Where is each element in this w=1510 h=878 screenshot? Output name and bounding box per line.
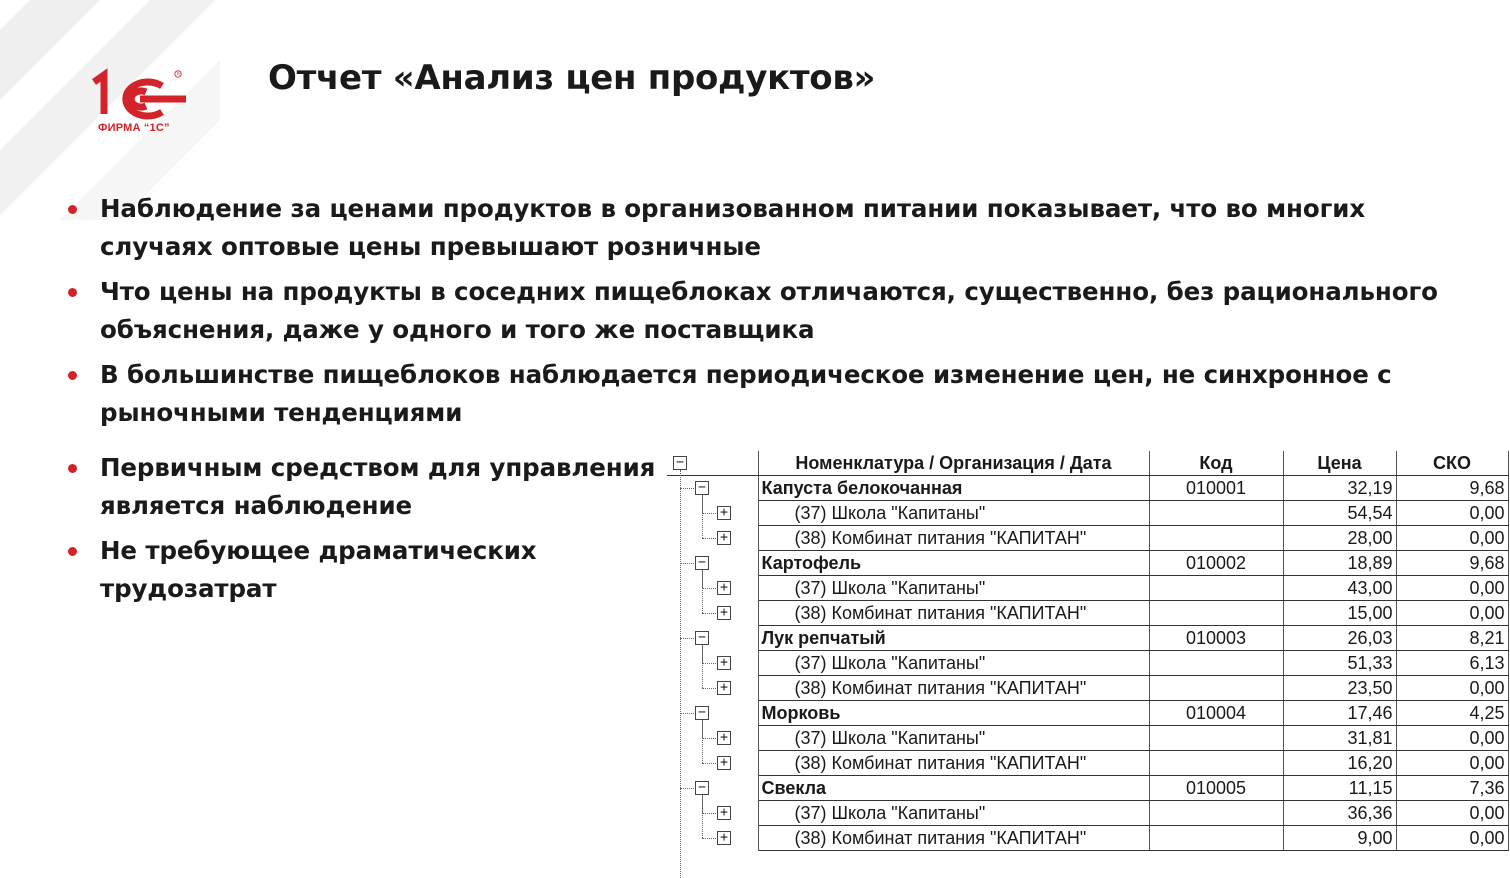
- organization-name: (37) Школа "Капитаны": [758, 501, 1149, 526]
- table-row[interactable]: [667, 676, 1508, 701]
- expand-icon[interactable]: +: [717, 531, 731, 545]
- list-item: Что цены на продукты в соседних пищеблоках отличаются, существенно, без рационального объяснения, даже у одного и того же поставщика: [68, 273, 1468, 349]
- report-table: [667, 451, 1509, 851]
- item-name: Картофель: [758, 551, 1149, 576]
- item-price: 26,03: [1283, 626, 1396, 651]
- bullet-icon: [68, 547, 77, 556]
- item-code: [1149, 601, 1283, 626]
- item-code: [1149, 676, 1283, 701]
- organization-name: (38) Комбинат питания "КАПИТАН": [758, 526, 1149, 551]
- expand-icon[interactable]: +: [717, 681, 731, 695]
- item-code: [1149, 651, 1283, 676]
- expand-icon[interactable]: +: [717, 581, 731, 595]
- table-row[interactable]: [667, 726, 1508, 751]
- price-analysis-report: [667, 451, 1510, 871]
- item-price: 36,36: [1283, 801, 1396, 826]
- table-row[interactable]: [667, 651, 1508, 676]
- item-price: 9,00: [1283, 826, 1396, 851]
- column-header-sko[interactable]: СКО: [1396, 451, 1508, 476]
- bullet-list-left: [68, 449, 658, 615]
- item-price: 31,81: [1283, 726, 1396, 751]
- collapse-icon[interactable]: −: [695, 631, 709, 645]
- expand-icon[interactable]: +: [717, 656, 731, 670]
- item-sko: 7,36: [1396, 776, 1508, 801]
- list-item: Первичным средством для управления является наблюдение: [68, 449, 658, 525]
- item-price: 16,20: [1283, 751, 1396, 776]
- list-item: Наблюдение за ценами продуктов в организованном питании показывает, что во многих случаях оптовые цены превышают розничные: [68, 190, 1468, 266]
- table-row[interactable]: [667, 801, 1508, 826]
- expand-icon[interactable]: +: [717, 806, 731, 820]
- page-title: Отчет «Анализ цен продуктов»: [268, 58, 876, 98]
- logo-caption: ФИРМА “1С”: [98, 122, 170, 134]
- collapse-icon[interactable]: −: [695, 781, 709, 795]
- item-code: 010001: [1149, 476, 1283, 501]
- item-code: 010002: [1149, 551, 1283, 576]
- table-row-group[interactable]: [667, 551, 1508, 576]
- item-code: 010005: [1149, 776, 1283, 801]
- item-sko: 0,00: [1396, 726, 1508, 751]
- column-header-name[interactable]: Номенклатура / Организация / Дата: [758, 451, 1149, 476]
- item-price: 18,89: [1283, 551, 1396, 576]
- collapse-all-icon[interactable]: −: [673, 456, 687, 470]
- item-code: 010004: [1149, 701, 1283, 726]
- item-code: [1149, 501, 1283, 526]
- organization-name: (37) Школа "Капитаны": [758, 651, 1149, 676]
- expand-icon[interactable]: +: [717, 756, 731, 770]
- table-row[interactable]: [667, 601, 1508, 626]
- item-price: 32,19: [1283, 476, 1396, 501]
- item-sko: 0,00: [1396, 526, 1508, 551]
- item-price: 28,00: [1283, 526, 1396, 551]
- item-code: [1149, 576, 1283, 601]
- item-price: 15,00: [1283, 601, 1396, 626]
- item-code: [1149, 526, 1283, 551]
- item-sko: 0,00: [1396, 826, 1508, 851]
- item-sko: 0,00: [1396, 601, 1508, 626]
- item-name: Морковь: [758, 701, 1149, 726]
- expand-icon[interactable]: +: [717, 831, 731, 845]
- table-row[interactable]: [667, 501, 1508, 526]
- expand-icon[interactable]: +: [717, 606, 731, 620]
- organization-name: (38) Комбинат питания "КАПИТАН": [758, 751, 1149, 776]
- item-sko: 9,68: [1396, 476, 1508, 501]
- collapse-icon[interactable]: −: [695, 556, 709, 570]
- organization-name: (37) Школа "Капитаны": [758, 801, 1149, 826]
- item-sko: 4,25: [1396, 701, 1508, 726]
- item-sko: 6,13: [1396, 651, 1508, 676]
- item-code: [1149, 801, 1283, 826]
- item-sko: 8,21: [1396, 626, 1508, 651]
- table-row[interactable]: [667, 826, 1508, 851]
- organization-name: (38) Комбинат питания "КАПИТАН": [758, 826, 1149, 851]
- bullet-icon: [68, 205, 77, 214]
- item-sko: 9,68: [1396, 551, 1508, 576]
- bullet-icon: [68, 464, 77, 473]
- table-header-row: [667, 451, 1508, 476]
- item-price: 43,00: [1283, 576, 1396, 601]
- list-item: Не требующее драматических трудозатрат: [68, 532, 658, 608]
- table-row-group[interactable]: [667, 476, 1508, 501]
- item-name: Капуста белокочанная: [758, 476, 1149, 501]
- table-row-group[interactable]: [667, 776, 1508, 801]
- table-row-group[interactable]: [667, 701, 1508, 726]
- item-price: 54,54: [1283, 501, 1396, 526]
- organization-name: (37) Школа "Капитаны": [758, 576, 1149, 601]
- column-header-code[interactable]: Код: [1149, 451, 1283, 476]
- item-price: 17,46: [1283, 701, 1396, 726]
- table-row[interactable]: [667, 576, 1508, 601]
- item-price: 11,15: [1283, 776, 1396, 801]
- table-row-group[interactable]: [667, 626, 1508, 651]
- list-item: В большинстве пищеблоков наблюдается периодическое изменение цен, не синхронное с рыночными тенденциями: [68, 356, 1468, 432]
- bullet-icon: [68, 371, 77, 380]
- item-sko: 0,00: [1396, 576, 1508, 601]
- item-price: 51,33: [1283, 651, 1396, 676]
- collapse-icon[interactable]: −: [695, 481, 709, 495]
- organization-name: (37) Школа "Капитаны": [758, 726, 1149, 751]
- item-name: Свекла: [758, 776, 1149, 801]
- item-code: [1149, 826, 1283, 851]
- item-code: 010003: [1149, 626, 1283, 651]
- organization-name: (38) Комбинат питания "КАПИТАН": [758, 676, 1149, 701]
- item-name: Лук репчатый: [758, 626, 1149, 651]
- svg-text:R: R: [176, 71, 180, 77]
- table-row[interactable]: [667, 526, 1508, 551]
- item-sko: 0,00: [1396, 501, 1508, 526]
- collapse-icon[interactable]: −: [695, 706, 709, 720]
- bullet-list-top: [68, 190, 1468, 439]
- item-code: [1149, 726, 1283, 751]
- item-code: [1149, 751, 1283, 776]
- item-sko: 0,00: [1396, 801, 1508, 826]
- column-header-price[interactable]: Цена: [1283, 451, 1396, 476]
- table-row[interactable]: [667, 751, 1508, 776]
- bullet-icon: [68, 288, 77, 297]
- item-price: 23,50: [1283, 676, 1396, 701]
- expand-icon[interactable]: +: [717, 506, 731, 520]
- item-sko: 0,00: [1396, 751, 1508, 776]
- organization-name: (38) Комбинат питания "КАПИТАН": [758, 601, 1149, 626]
- expand-icon[interactable]: +: [717, 731, 731, 745]
- item-sko: 0,00: [1396, 676, 1508, 701]
